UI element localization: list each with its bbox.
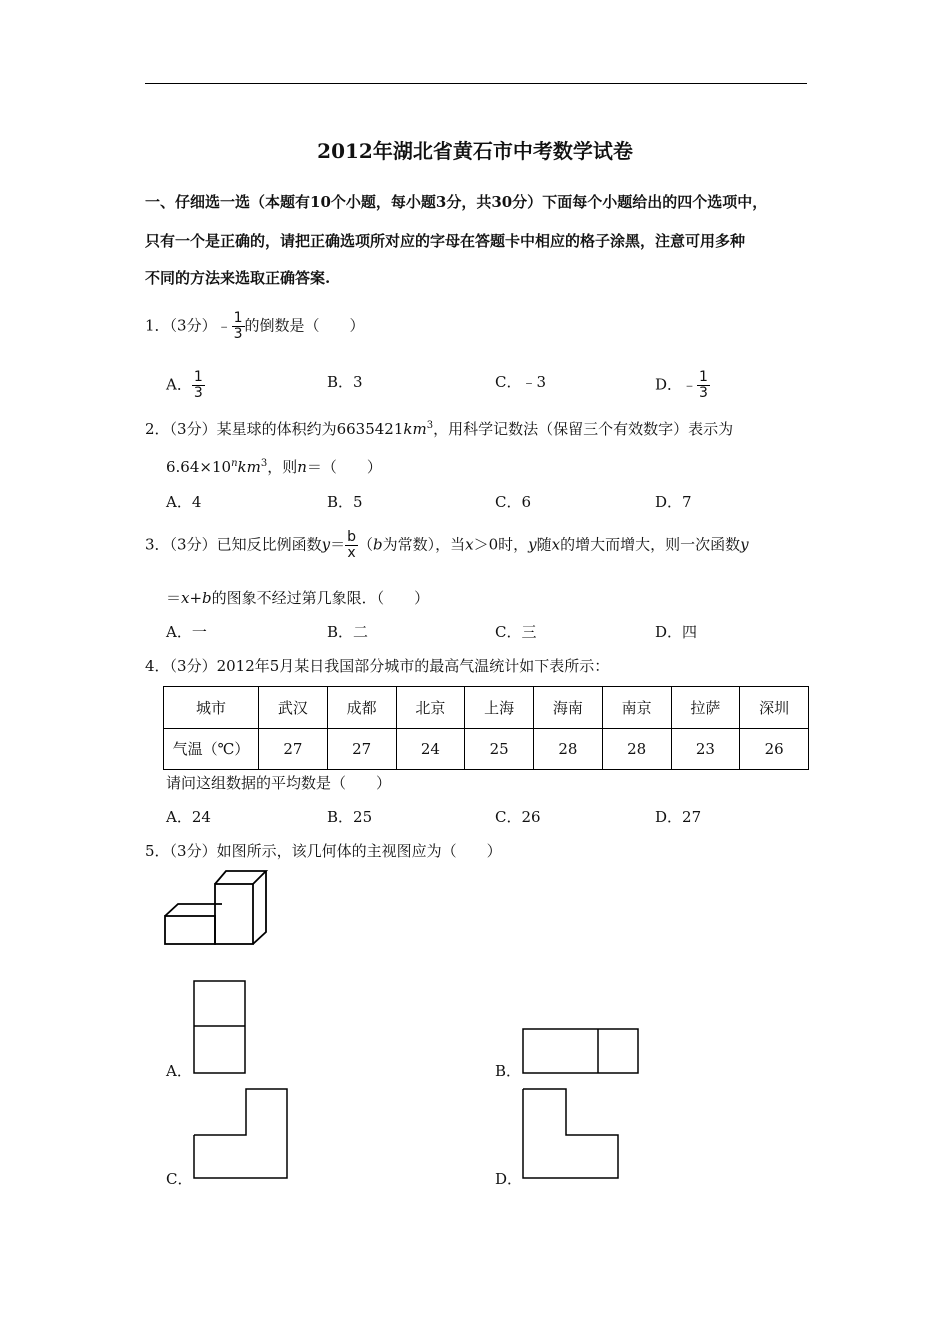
q2-option-b[interactable]: B．5 — [327, 493, 363, 511]
q2-option-d[interactable]: D．7 — [655, 493, 692, 511]
q5-option-b[interactable]: B． — [495, 1062, 522, 1080]
section-instructions-line1: 一、仔细选一选（本题有10个小题，每小题3分，共30分）下面每个小题给出的四个选项中， — [145, 193, 768, 211]
temperature-table — [163, 686, 809, 770]
q2-option-a[interactable]: A．4 — [166, 493, 202, 511]
q1-option-a[interactable]: A． $\frac{1}{3}$ — [166, 369, 203, 401]
table-cell: 武汉 — [259, 687, 328, 729]
q4-option-d[interactable]: D．27 — [655, 808, 702, 826]
table-cell: 城市 — [164, 687, 259, 729]
table-cell: 24 — [396, 728, 465, 770]
question-4-question: 请问这组数据的平均数是（ ） — [166, 774, 392, 792]
table-cell: 27 — [259, 728, 328, 770]
question-1-stem — [145, 311, 365, 342]
table-cell: 深圳 — [740, 687, 809, 729]
table-row — [164, 728, 809, 770]
exam-title: 2012年湖北省黄石市中考数学试卷 — [317, 139, 633, 163]
table-cell: 28 — [602, 728, 671, 770]
q5-option-a[interactable]: A． — [166, 1062, 192, 1080]
table-cell: 上海 — [465, 687, 534, 729]
q2-option-c[interactable]: C．6 — [495, 493, 532, 511]
q1-suffix: 的倒数是（ ） — [244, 316, 365, 335]
q1-option-c[interactable]: C．﹣3 — [495, 373, 547, 391]
q1-option-b[interactable]: B．3 — [327, 373, 363, 391]
q4-option-a[interactable]: A．24 — [166, 808, 211, 826]
table-cell: 海南 — [534, 687, 603, 729]
q1-fraction: $\frac{1}{3}$ — [233, 310, 243, 342]
question-3-stem-line1: 3．（3分）已知反比例函数y＝ $\frac{b}{x}$ （b为常数），当x＞0时，y随x的增大而增大，则一次函数y — [145, 529, 749, 561]
q3-option-c[interactable]: C．三 — [495, 623, 537, 641]
question-2-stem-line1: 2．（3分）某星球的体积约为$6635421km^3$，用科学记数法（保留三个有效数字）表示为 — [145, 420, 734, 438]
question-3-stem-line2: ＝x+b的图象不经过第几象限．（ ） — [166, 589, 430, 607]
table-cell: 26 — [740, 728, 809, 770]
table-cell: 气温（℃） — [164, 728, 259, 770]
table-cell: 拉萨 — [671, 687, 740, 729]
q1-prefix: 1．（3分）﹣ — [145, 316, 232, 335]
q3-option-a[interactable]: A．一 — [166, 623, 207, 641]
table-header-row — [164, 687, 809, 729]
q4-option-c[interactable]: C．26 — [495, 808, 541, 826]
table-cell: 28 — [534, 728, 603, 770]
question-5-stem: 5．（3分）如图所示，该几何体的主视图应为（ ） — [145, 842, 502, 860]
q3-option-b[interactable]: B．二 — [327, 623, 369, 641]
table-cell: 南京 — [602, 687, 671, 729]
q4-option-b[interactable]: B．25 — [327, 808, 373, 826]
question-4-stem: 4．（3分）2012年5月某日我国部分城市的最高气温统计如下表所示： — [145, 657, 610, 675]
q3-option-d[interactable]: D．四 — [655, 623, 698, 641]
section-instructions-line2: 只有一个是正确的，请把正确选项所对应的字母在答题卡中相应的格子涂黑，注意可用多种 — [145, 232, 746, 250]
solid-figure — [160, 866, 272, 948]
q5-option-c[interactable]: C． — [166, 1170, 193, 1188]
table-cell: 成都 — [327, 687, 396, 729]
table-cell: 23 — [671, 728, 740, 770]
q5-option-c-figure — [193, 1088, 289, 1180]
q5-option-d-figure — [522, 1088, 620, 1180]
q3-fraction: $\frac{b}{x}$ — [347, 529, 356, 561]
q5-option-a-figure — [193, 980, 247, 1074]
q5-option-d[interactable]: D． — [495, 1170, 523, 1188]
table-cell: 北京 — [396, 687, 465, 729]
section-instructions-line3: 不同的方法来选取正确答案. — [145, 269, 331, 287]
table-cell: 25 — [465, 728, 534, 770]
table-cell: 27 — [327, 728, 396, 770]
q5-option-b-figure — [522, 1028, 640, 1074]
q1-option-d[interactable]: D．﹣ $\frac{1}{3}$ — [655, 369, 708, 401]
header-rule — [145, 83, 807, 84]
question-2-stem-line2: $6.64\times 10^nkm^3$，则n＝（ ） — [166, 458, 382, 476]
